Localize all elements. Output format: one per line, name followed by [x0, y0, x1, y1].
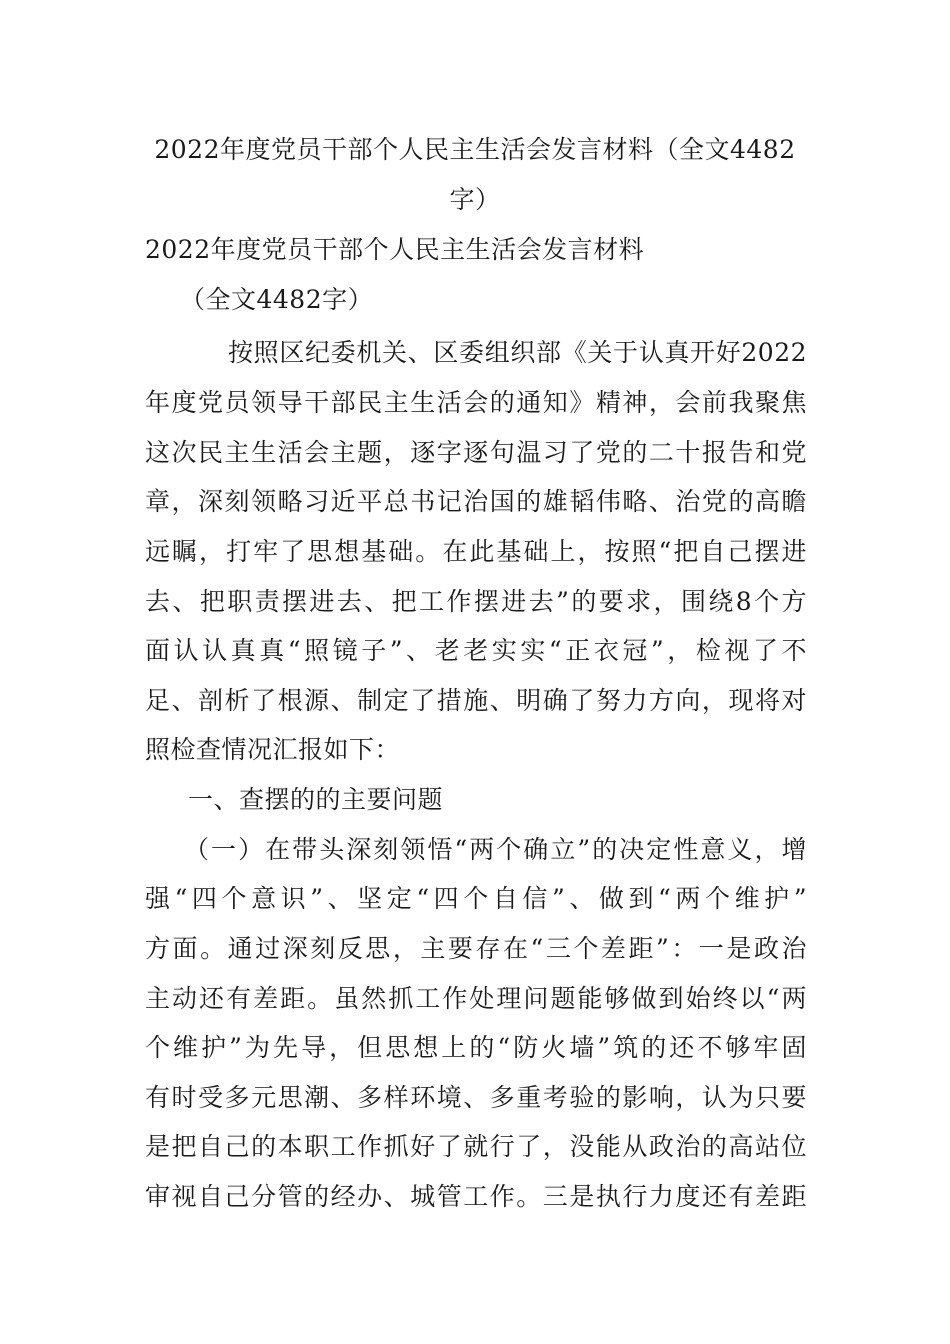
document-subtitle: 2022年度党员干部个人民主生活会发言材料 — [145, 235, 645, 264]
word-count-note: （全文4482字） — [180, 285, 374, 314]
paragraph-2-line: 有时受多元思潮、多样环境、多重考验的影响，认为只要 — [145, 1083, 807, 1112]
paragraph-1-line: 年度党员领导干部民主生活会的通知》精神，会前我聚焦 — [145, 388, 807, 417]
paragraph-2-line: 方面。通过深刻反思，主要存在“三个差距”：一是政治 — [145, 934, 807, 963]
paragraph-2-line: （一）在带头深刻领悟“两个确立”的决定性意义，增 — [184, 835, 807, 864]
section-heading: 一、查摆的的主要问题 — [188, 785, 444, 814]
paragraph-1-line: 章，深刻领略习近平总书记治国的雄韬伟略、治党的高瞻 — [145, 487, 807, 516]
paragraph-1-line: 去、把职责摆进去、把工作摆进去”的要求，围绕8个方 — [145, 587, 807, 616]
paragraph-1-line: 按照区纪委机关、区委组织部《关于认真开好2022 — [228, 338, 807, 367]
paragraph-2-line: 强“四个意识”、坚定“四个自信”、做到“两个维护” — [145, 884, 807, 913]
paragraph-1-line: 这次民主生活会主题，逐字逐句温习了党的二十报告和党 — [145, 438, 807, 467]
paragraph-1-line: 面认认真真“照镜子”、老老实实“正衣冠”，检视了不 — [145, 636, 807, 665]
document-title-line-2: 字） — [449, 185, 501, 214]
document-title-line-1: 2022年度党员干部个人民主生活会发言材料（全文4482 — [154, 135, 796, 164]
paragraph-1-line: 照检查情况汇报如下： — [145, 735, 401, 764]
paragraph-1-line: 足、剖析了根源、制定了措施、明确了努力方向，现将对 — [145, 686, 807, 715]
paragraph-2-line: 是把自己的本职工作抓好了就行了，没能从政治的高站位 — [145, 1132, 807, 1161]
paragraph-2-line: 主动还有差距。虽然抓工作处理问题能够做到始终以“两 — [145, 984, 807, 1013]
paragraph-2-line: 个维护”为先导，但思想上的“防火墙”筑的还不够牢固 — [145, 1033, 807, 1062]
paragraph-1-line: 远瞩，打牢了思想基础。在此基础上，按照“把自己摆进 — [145, 537, 807, 566]
paragraph-2-line: 审视自己分管的经办、城管工作。三是执行力度还有差距 — [145, 1182, 807, 1211]
